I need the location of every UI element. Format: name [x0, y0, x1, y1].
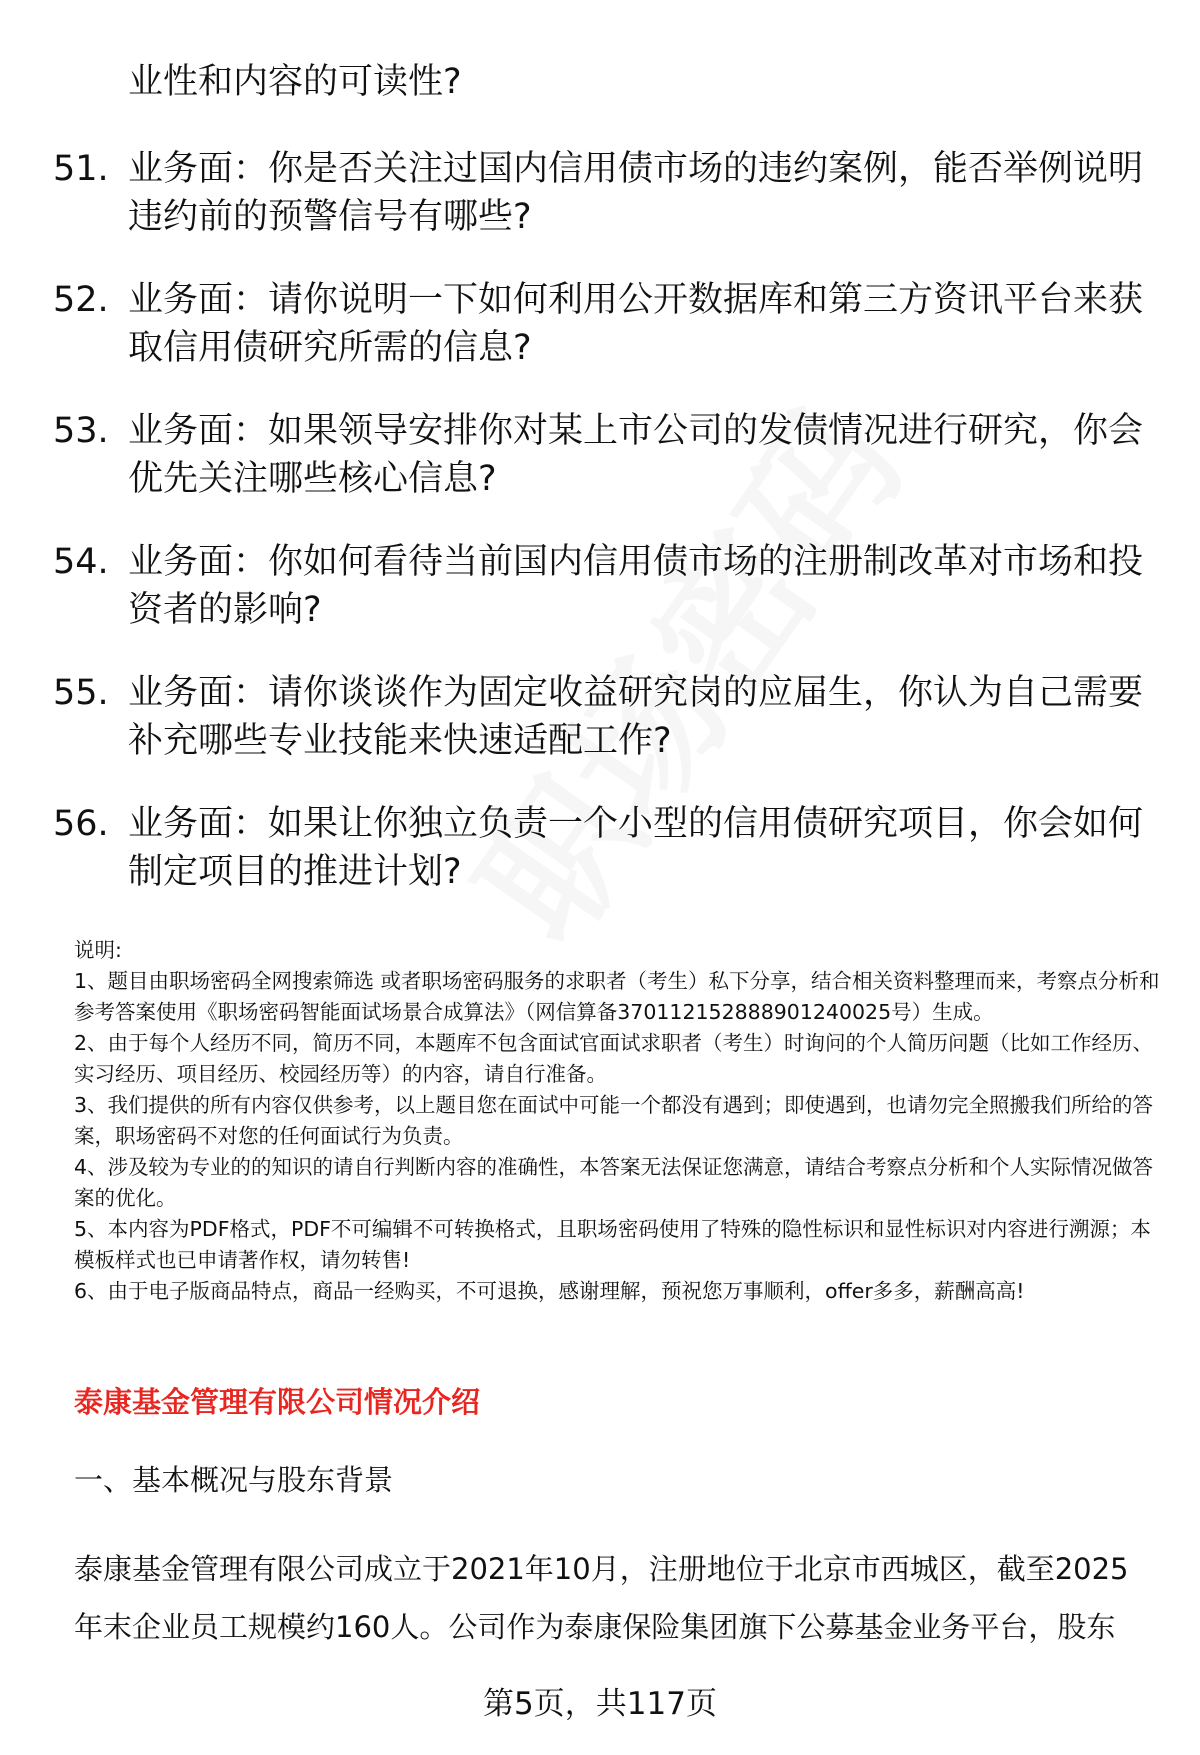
- notes-title: 说明:: [74, 938, 122, 962]
- section-title: 一、基本概况与股东背景: [74, 1463, 394, 1497]
- note-item: 3、我们提供的所有内容仅供参考，以上题目您在面试中可能一个都没有遇到；即使遇到，也请勿完全照搬我们所给的答案，职场密码不对您的任何面试行为负责。: [74, 1093, 1154, 1148]
- page-footer: 第5页，共117页: [483, 1686, 717, 1722]
- body-paragraph: 泰康基金管理有限公司成立于2021年10月，注册地位于北京市西城区，截至2025年末企业员工规模约160人。公司作为泰康保险集团旗下公募基金业务平台，股东: [74, 1552, 1129, 1644]
- note-item: 2、由于每个人经历不同，简历不同，本题库不包含面试官面试求职者（考生）时询问的个人简历问题（比如工作经历、实习经历、项目经历、校园经历等）的内容，请自行准备。: [74, 1031, 1154, 1086]
- note-item: 6、由于电子版商品特点，商品一经购买，不可退换，感谢理解，预祝您万事顺利，offer多多，薪酬高高!: [74, 1279, 1025, 1303]
- company-heading: 泰康基金管理有限公司情况介绍: [74, 1385, 481, 1419]
- notes-section: [74, 935, 1164, 1307]
- note-item: 1、题目由职场密码全网搜索筛选 或者职场密码服务的求职者（考生）私下分享，结合相关资料整理而来，考察点分析和参考答案使用《职场密码智能面试场景合成算法》（网信算备370112152888901240025号）生成。: [74, 969, 1160, 1024]
- note-item: 4、涉及较为专业的的知识的请自行判断内容的准确性，本答案无法保证您满意，请结合考察点分析和个人实际情况做答案的优化。: [74, 1155, 1154, 1210]
- note-item: 5、本内容为PDF格式，PDF不可编辑不可转换格式，且职场密码使用了特殊的隐性标识和显性标识对内容进行溯源；本模板样式也已申请著作权，请勿转售!: [74, 1217, 1151, 1272]
